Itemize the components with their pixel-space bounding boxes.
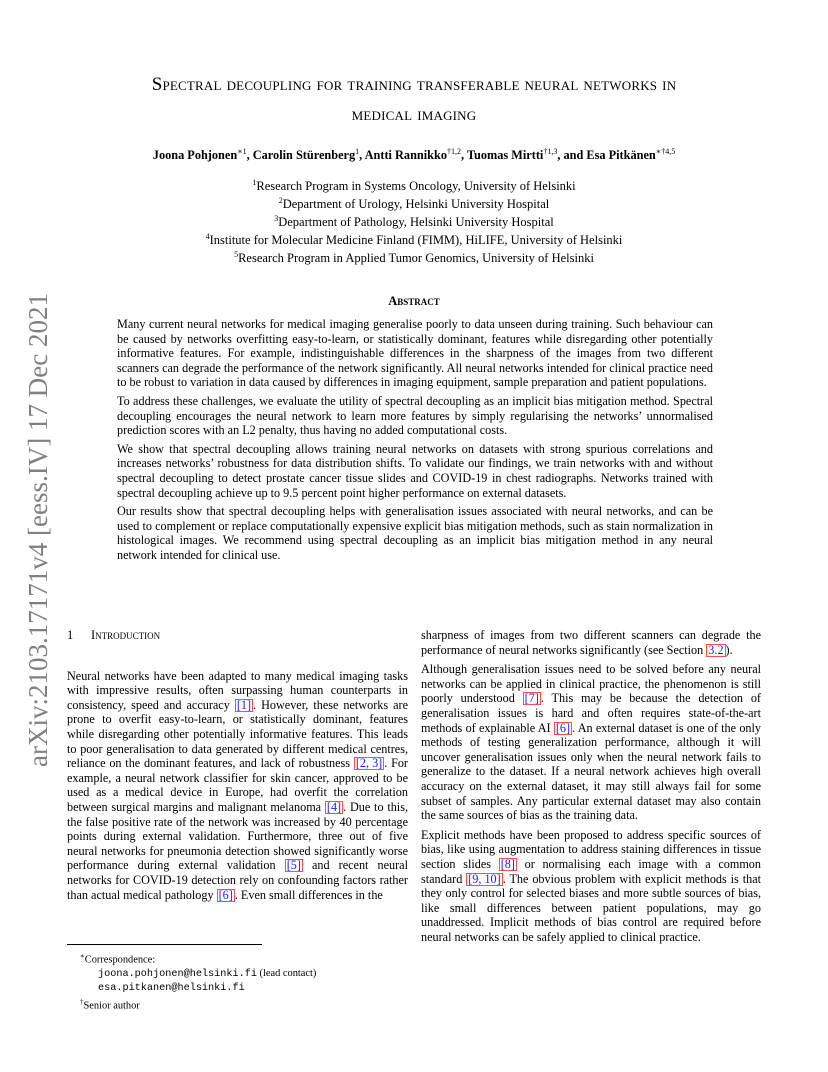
body-text: Neural networks have been adapted to many medical imaging tasks with impressive results, often surpassing human counterparts in consistency, speed and accuracy <box>67 668 408 712</box>
citation-link[interactable]: [6] <box>555 720 571 735</box>
abstract-paragraph: Our results show that spectral decoupling helps with generalisation issues associated with neural networks, and can be used to complement or replace computationally expensive explicit bias mitigation methods, such as stain normalization in histological images. We recommend using spectral decoupling as an implicit bias mitigation method in any neural network intended for clinical use. <box>117 504 713 562</box>
citation-link[interactable]: [5] <box>286 858 301 873</box>
arxiv-stamp <box>14 280 60 780</box>
author-5: Esa Pitkänen$^{∗\dagger 4,5}$ <box>586 147 676 163</box>
body-text: . Due to this, the false positive rate of the network was increased by 40 percentage points during external validation. Furthermore, three out of five neural networks for pneumonia detection showed significantly worse performance during external validation <box>67 799 408 873</box>
email-line-1: joona.pohjonen@helsinki.fi (lead contact) <box>98 967 317 980</box>
abstract-paragraph: To address these challenges, we evaluate the utility of spectral decoupling as an implicit bias mitigation method. Spectral decoupling encourages the neural network to learn more features by simply regularising the networks’ unnormalised prediction scores with an L2 penalty, thus having no added computational costs. <box>117 393 713 438</box>
citation-link[interactable]: [1] <box>236 697 252 712</box>
citation-link[interactable]: [9, 10] <box>468 871 501 886</box>
body-text: . This may be because the detection of generalisation issues is hard and often requires state-of-the-art methods of explainable AI <box>421 691 761 735</box>
body-paragraph <box>421 628 761 657</box>
citation-link[interactable]: [7] <box>524 691 539 706</box>
abstract-paragraph: Many current neural networks for medical imaging generalise poorly to data unseen during training. Such behaviour can be caused by networks overfitting easy-to-learn, or statistically dominant, features while disregarding other potentially informative features. For example, indistinguishable differences in the sharpness of the images from two different scanners can degrade the performance of the network significantly. All neural networks intended for clinical practice need to be robust to variation in data caused by differences in imaging equipment, sample preparation and patient populations. <box>117 317 713 390</box>
body-text: Explicit methods have been proposed to address specific sources of bias, like using augmentation to address staining differences in tissue section slides <box>421 827 761 871</box>
body-text: . The obvious problem with explicit methods is that they only control for selected biases and more subtle sources of bias, like small differences between patient populations, may go unaddressed. Implicit methods of bias control are required before neural networks can be safely applied to clinical practice. <box>421 871 761 944</box>
citation-link[interactable]: [2, 3] <box>355 756 383 771</box>
body-paragraph <box>67 669 408 903</box>
affiliation: $^5$Research Program in Applied Tumor Genomics, University of Helsinki <box>234 249 594 265</box>
citation-link[interactable]: [6] <box>218 887 233 902</box>
author-1: Joona Pohjonen$^{∗1}$ <box>152 147 247 163</box>
body-text: . For example, a neural network classifier for skin cancer, approved to be used as a medical device in Europe, had overfit the correlation between surgical margins and malignant melanoma <box>67 756 408 814</box>
author-2: Carolin Stürenberg$^1$ <box>252 147 360 163</box>
abstract-paragraph: We show that spectral decoupling allows training neural networks on datasets with strong spurious correlations and increases networks’ robustness for data distribution shifts. To validate our findings, we train networks with and without spectral decoupling to detect prostate cancer tissue slides and COVID-19 in chest radiographs. Networks trained with spectral decoupling achieve up to 9.5 percent point higher performance on external datasets. <box>117 441 713 500</box>
citation-link[interactable]: [4] <box>326 799 342 814</box>
body-text: . Even small differences in the <box>234 887 383 902</box>
footnotes <box>80 950 410 1013</box>
footnote-divider <box>67 944 262 945</box>
paper-title-line-1: Spectral decoupling for training transferable neural networks in <box>151 74 677 95</box>
abstract-heading: Abstract <box>388 294 440 308</box>
email-link-1[interactable]: joona.pohjonen@helsinki.fi <box>98 968 257 980</box>
left-column <box>67 628 408 907</box>
abstract-body <box>117 317 713 567</box>
arxiv-stamp-text: arXiv:2103.17171v4 [eess.IV] 17 Dec 2021 <box>23 293 53 767</box>
affiliation: $^4$Institute for Molecular Medicine Finland (FIMM), HiLIFE, University of Helsinki <box>205 231 623 248</box>
email-line-2 <box>80 981 410 995</box>
section-heading <box>67 628 408 643</box>
section-number: 1 <box>67 628 74 642</box>
affiliation-list <box>60 176 768 266</box>
body-text: sharpness of images from two different scanners can degrade the performance of neural networks significantly (see Section <box>421 628 761 657</box>
body-text: or normalising each image with a common standard <box>421 856 761 886</box>
affiliation: $^2$Department of Urology, Helsinki University Hospital <box>278 195 550 212</box>
author-3: Antti Rannikko$^{\dagger 1,2}$ <box>364 147 461 163</box>
author-list: Joona Pohjonen$^{∗1}$, Carolin Stürenberg$^1$, Antti Rannikko$^{\dagger 1,2}$, Tuomas Mirtti$^{\dagger 1,3}$, and Esa Pitkänen$^{∗\dagger 4,5}$ <box>152 147 676 163</box>
body-text: Although generalisation issues need to be solved before any neural networks can be applied in clinical practice, the phenomenon is still poorly understood <box>421 662 761 706</box>
author-4: Tuomas Mirtti$^{\dagger 1,3}$ <box>466 147 558 163</box>
body-text: and recent neural networks for COVID-19 detection rely on confounding factors rather than actual medical pathology <box>67 858 408 902</box>
section-title: Introduction <box>91 628 161 642</box>
citation-link[interactable]: [8] <box>500 856 515 871</box>
body-paragraph <box>421 662 761 823</box>
body-text: ). <box>725 642 733 657</box>
correspondence-footnote: ∗Correspondence: <box>80 952 156 966</box>
citation-link[interactable]: 3.2 <box>708 642 724 657</box>
body-paragraph <box>421 828 761 945</box>
right-paragraphs <box>421 628 761 944</box>
body-text: . An external dataset is one of the only methods of testing generalization performance, although it will uncover generalisation issues only when the neural network fails to generalize to the dataset. If a neural network achieves high overall accuracy on the external dataset, it may still always fail for some subset of samples. Any particular external dataset may also contain the same sources of bias as the training data. <box>421 720 761 823</box>
paper-title-line-2: medical imaging <box>351 104 477 125</box>
right-column <box>421 628 761 949</box>
senior-author-footnote: †Senior author <box>80 997 140 1012</box>
body-text: . However, these networks are prone to overfit easy-to-learn, or statistically dominant, features while disregarding other potentially informative features. This leads to poor generalisation to data generated by different medical centres, reliance on the dominant features, and lack of robustness <box>67 697 408 771</box>
paper-title <box>80 70 748 130</box>
affiliation: $^1$Research Program in Systems Oncology, University of Helsinki <box>252 178 576 194</box>
email-link-2[interactable]: esa.pitkanen@helsinki.fi <box>98 983 245 995</box>
affiliation: $^3$Department of Pathology, Helsinki University Hospital <box>274 213 554 230</box>
left-paragraphs <box>67 669 408 903</box>
